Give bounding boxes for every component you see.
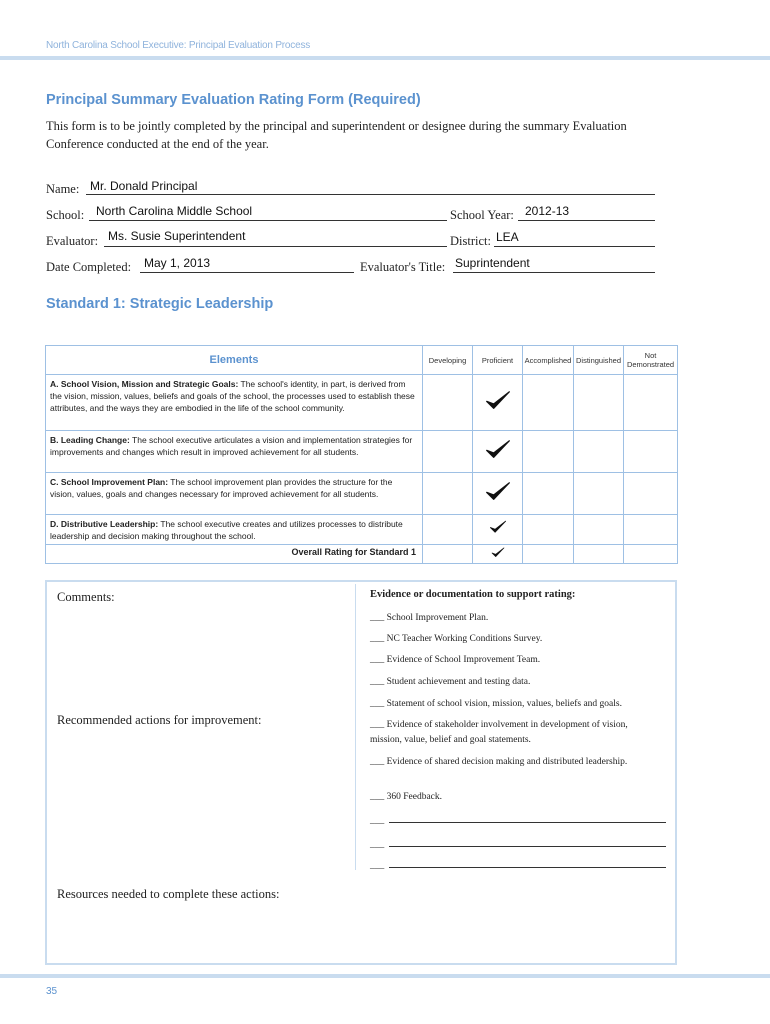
footer-rule [0, 974, 770, 978]
district-label: District: [450, 234, 491, 248]
rating-cell[interactable] [473, 473, 523, 515]
element-c-title: C. School Improvement Plan: [50, 477, 169, 487]
evidence-blank-prefix: ___ [370, 840, 385, 850]
header-rule [0, 56, 770, 60]
school-field[interactable]: North Carolina Middle School [96, 204, 253, 218]
evaluator-title-line [453, 272, 655, 273]
school-line [89, 220, 447, 221]
overall-cell[interactable] [473, 545, 523, 564]
check-icon [489, 520, 507, 539]
rating-cell[interactable] [423, 375, 473, 431]
evaluator-title-field[interactable]: Suprintendent [455, 256, 530, 270]
resources-label: Resources needed to complete these actions: [57, 887, 280, 901]
col-not-demonstrated: Not Demonstrated [624, 346, 678, 375]
element-d [46, 515, 423, 545]
evaluator-field[interactable]: Ms. Susie Superintendent [108, 229, 246, 243]
evidence-blank-line[interactable] [389, 822, 666, 823]
evaluator-line [104, 246, 447, 247]
check-icon [485, 390, 511, 416]
form-title: Principal Summary Evaluation Rating Form (Required) [46, 92, 421, 108]
evidence-title: Evidence or documentation to support rating: [370, 589, 576, 600]
rating-cell[interactable] [523, 431, 574, 473]
evidence-blank-line[interactable] [389, 867, 666, 868]
evaluator-label: Evaluator: [46, 234, 99, 248]
school-label: School: [46, 208, 85, 222]
name-field[interactable]: Mr. Donald Principal [90, 179, 198, 193]
col-proficient: Proficient [473, 346, 523, 375]
element-b-title: B. Leading Change: [50, 435, 130, 445]
elements-header: Elements [46, 346, 423, 375]
rating-cell[interactable] [574, 473, 624, 515]
check-icon [491, 545, 505, 563]
evidence-item[interactable]: ___ School Improvement Plan. [370, 613, 489, 623]
rating-cell[interactable] [473, 515, 523, 545]
col-distinguished: Distinguished [574, 346, 624, 375]
table-row [46, 515, 678, 545]
name-line [86, 194, 655, 195]
school-year-field[interactable]: 2012-13 [525, 204, 570, 218]
rating-cell[interactable] [574, 515, 624, 545]
school-year-line [518, 220, 655, 221]
date-field[interactable]: May 1, 2013 [144, 256, 211, 270]
rating-cell[interactable] [423, 431, 473, 473]
col-accomplished: Accomplished [523, 346, 574, 375]
evidence-item[interactable]: ___ Statement of school vision, mission, values, beliefs and goals. [370, 699, 622, 709]
comments-label: Comments: [57, 590, 115, 604]
rating-cell[interactable] [624, 515, 678, 545]
evidence-item[interactable]: ___ Evidence of stakeholder involvement in development of vision, mission, value, belief and goal statements. [370, 720, 628, 745]
rating-cell[interactable] [624, 375, 678, 431]
page-number: 35 [46, 986, 58, 997]
district-field[interactable]: LEA [496, 230, 519, 244]
rating-cell[interactable] [423, 473, 473, 515]
school-year-label: School Year: [450, 208, 514, 222]
element-d-title: D. Distributive Leadership: [50, 519, 159, 529]
element-a-text: The school's identity, in part, is derived from the vision, mission, values, beliefs and goals of the school, the processes used to establish these attributes, and the ways they are embodied in the life of the school community. [50, 379, 415, 413]
rating-table [45, 345, 678, 564]
evidence-item[interactable]: ___ NC Teacher Working Conditions Survey. [370, 634, 543, 644]
date-line [140, 272, 354, 273]
element-a [46, 375, 423, 431]
rating-cell[interactable] [523, 375, 574, 431]
check-icon [485, 439, 511, 465]
element-b [46, 431, 423, 473]
table-row [46, 473, 678, 515]
element-d-text: The school executive creates and utilizes processes to distribute leadership and decision making throughout the school. [50, 519, 403, 541]
overall-label: Overall Rating for Standard 1 [46, 545, 423, 564]
date-label: Date Completed: [46, 260, 132, 274]
overall-cell[interactable] [624, 545, 678, 564]
evidence-item[interactable]: ___ Evidence of shared decision making and distributed leadership. [370, 757, 628, 767]
recommended-actions-label: Recommended actions for improvement: [57, 713, 262, 727]
element-a-title: A. School Vision, Mission and Strategic Goals: [50, 379, 239, 389]
evaluator-title-label: Evaluator's Title: [360, 260, 446, 274]
standard-title: Standard 1: Strategic Leadership [46, 296, 274, 312]
overall-cell[interactable] [574, 545, 624, 564]
evidence-blank-line[interactable] [389, 846, 666, 847]
overall-cell[interactable] [423, 545, 473, 564]
element-b-text: The school executive articulates a vision and implementation strategies for improvements and changes which result in improved achievement for all students. [50, 435, 413, 457]
rating-cell[interactable] [523, 515, 574, 545]
name-label: Name: [46, 182, 80, 196]
evidence-blank-prefix: ___ [370, 816, 385, 826]
rating-cell[interactable] [473, 375, 523, 431]
element-c-text: The school improvement plan provides the structure for the vision, values, goals and changes necessary for improved achievement for all students. [50, 477, 393, 499]
running-header: North Carolina School Executive: Principal Evaluation Process [46, 40, 311, 51]
check-icon [485, 481, 511, 507]
element-c [46, 473, 423, 515]
evidence-item[interactable]: ___ 360 Feedback. [370, 792, 443, 802]
overall-row [46, 545, 678, 564]
table-row [46, 375, 678, 431]
col-developing: Developing [423, 346, 473, 375]
overall-cell[interactable] [523, 545, 574, 564]
rating-cell[interactable] [523, 473, 574, 515]
evidence-item[interactable]: ___ Student achievement and testing data. [370, 677, 531, 687]
evidence-blank-prefix: ___ [370, 861, 385, 871]
table-row [46, 431, 678, 473]
rating-cell[interactable] [473, 431, 523, 473]
rating-cell[interactable] [624, 431, 678, 473]
rating-cell[interactable] [624, 473, 678, 515]
rating-cell[interactable] [574, 431, 624, 473]
comments-divider [355, 584, 356, 870]
evidence-item[interactable]: ___ Evidence of School Improvement Team. [370, 655, 541, 665]
form-intro: This form is to be jointly completed by the principal and superintendent or designee during the summary Evaluation Conference conducted at the end of the year. [46, 119, 627, 151]
district-line [494, 246, 655, 247]
rating-cell[interactable] [423, 515, 473, 545]
rating-cell[interactable] [574, 375, 624, 431]
table-header-row [46, 346, 678, 375]
